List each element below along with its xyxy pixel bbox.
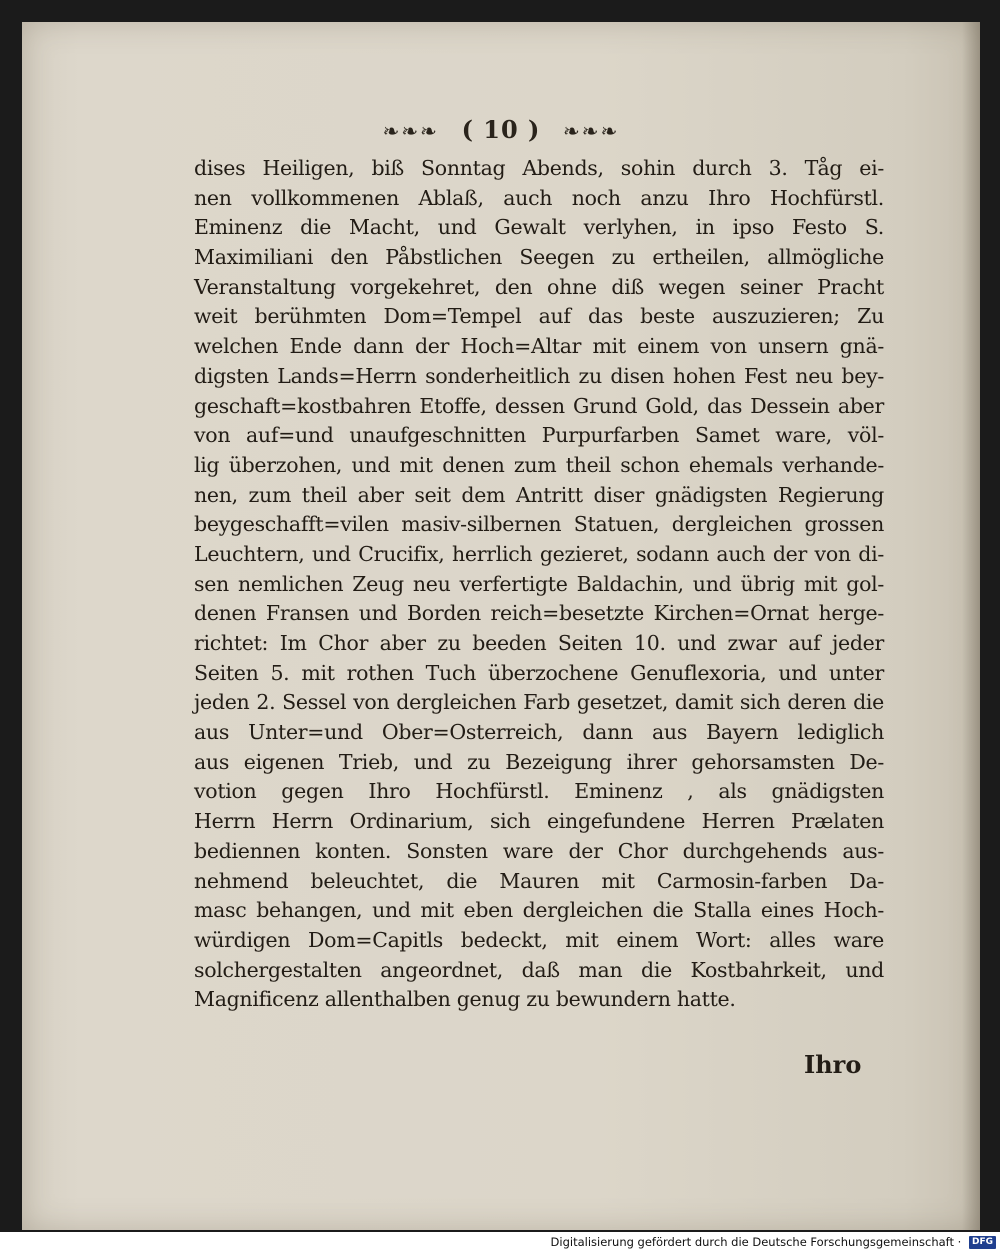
text-line: denen Fransen und Borden reich=besetzte Kirchen=Ornat herge- [194, 601, 884, 626]
text-line: richtet: Im Chor aber zu beeden Seiten 10. und zwar auf jeder [194, 631, 884, 655]
text-line: aus eigenen Trieb, und zu Bezeigung ihrer gehorsamsten De- [194, 749, 884, 774]
text-line: nehmend beleuchtet, die Mauren mit Carmosin-farben Da- [194, 868, 884, 893]
text-line: von auf=und unaufgeschnitten Purpurfarben Samet ware, völ- [194, 423, 884, 448]
digitization-footer [0, 1232, 1000, 1252]
text-line: lig überzohen, und mit denen zum theil schon ehemals verhande- [194, 452, 884, 477]
text-line: Herrn Herrn Ordinarium, sich eingefundene Herren Prælaten [194, 809, 884, 834]
text-line: nen vollkommenen Ablaß, auch noch anzu Ihro Hochfürstl. [194, 185, 884, 210]
text-line: nen, zum theil aber seit dem Antritt diser gnädigsten Regierung [194, 482, 884, 507]
text-line: jeden 2. Sessel von dergleichen Farb gesetzet, damit sich deren die [194, 690, 884, 715]
text-line: aus Unter=und Ober=Osterreich, dann aus Bayern lediglich [194, 720, 884, 745]
text-line: weit berühmten Dom=Tempel auf das beste auszuzieren; Zu [194, 304, 884, 329]
text-line: sen nemlichen Zeug neu verfertigte Baldachin, und übrig mit gol- [194, 571, 884, 596]
page-edge-shadow [962, 22, 980, 1230]
page-number: ( 10 ) [461, 115, 541, 144]
text-line: bediennen konten. Sonsten ware der Chor durchgehends aus- [194, 838, 884, 863]
footer-credit: Digitalisierung gefördert durch die Deutsche Forschungsgemeinschaft · [550, 1235, 962, 1249]
text-line: Magnificenz allenthalben genug zu bewundern hatte. [194, 987, 736, 1012]
text-line: Eminenz die Macht, und Gewalt verlyhen, in ipso Festo S. [194, 215, 884, 240]
text-line: beygeschafft=vilen masiv-silbernen Statuen, dergleichen grossen [194, 512, 884, 537]
dfg-logo: DFG [969, 1236, 996, 1249]
text-line: dises Heiligen, biß Sonntag Abends, sohin durch 3. Tåg ei- [194, 156, 884, 180]
text-line: digsten Lands=Herrn sonderheitlich zu disen hohen Fest neu bey- [194, 363, 884, 388]
text-line: geschaft=kostbahren Etoffe, dessen Grund Gold, das Dessein aber [194, 393, 884, 418]
ornament-left-icon: ❧❧❧ [382, 119, 439, 143]
text-line: welchen Ende dann der Hoch=Altar mit einem von unsern gnä- [194, 334, 884, 359]
text-line: solchergestalten angeordnet, daß man die Kostbahrkeit, und [194, 957, 884, 982]
body-text [194, 154, 884, 1015]
text-line: würdigen Dom=Capitls bedeckt, mit einem Wort: alles ware [194, 927, 884, 952]
page-header [22, 114, 980, 147]
text-line: Seiten 5. mit rothen Tuch überzochene Genuflexoria, und unter [194, 660, 884, 685]
text-line: votion gegen Ihro Hochfürstl. Eminenz , als gnädigsten [194, 779, 884, 804]
book-page [22, 22, 980, 1230]
ornament-right-icon: ❧❧❧ [563, 119, 620, 143]
text-line: Maximiliani den Påbstlichen Seegen zu ertheilen, allmögliche [194, 245, 884, 270]
text-line: Veranstaltung vorgekehret, den ohne diß wegen seiner Pracht [194, 274, 884, 299]
text-line: Leuchtern, und Crucifix, herrlich gezieret, sodann auch der von di- [194, 541, 884, 566]
catchword: Ihro [804, 1050, 862, 1079]
text-line: masc behangen, und mit eben dergleichen die Stalla eines Hoch- [194, 898, 884, 923]
